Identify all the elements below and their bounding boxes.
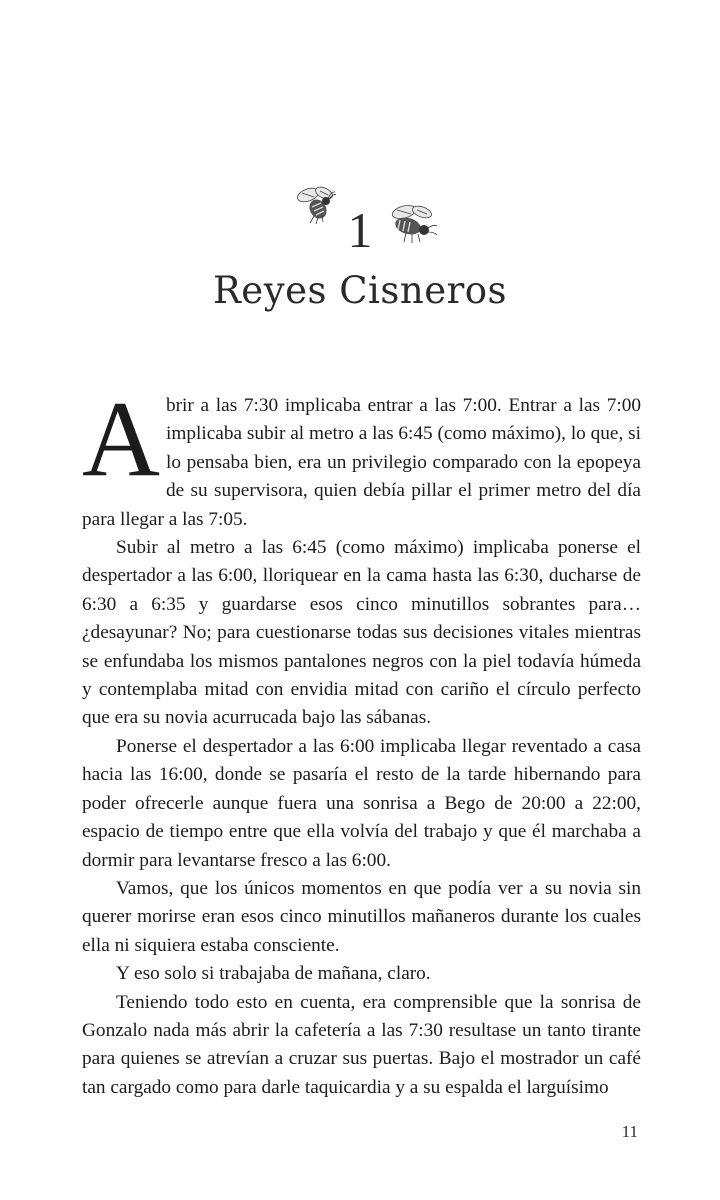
dropcap-letter: A [82, 380, 160, 499]
paragraph [82, 380, 641, 534]
chapter-number: 1 [347, 202, 373, 258]
paragraph: Ponerse el despertador a las 6:00 implicaba llegar reventado a casa hacia las 16:00, donde se pasaría el resto de la tarde hibernando para poder ofrecerle aunque fuera una sonrisa a Bego de 20:00 a 22:00, espacio de tiempo entre que ella volvía del trabajo y que él marchaba a dormir para levantarse fresco a las 6:00. [82, 735, 641, 871]
chapter-title: Reyes Cisneros [212, 269, 508, 312]
paragraph: Subir al metro a las 6:45 (como máximo) implicaba ponerse el despertador a las 6:00, lloriquear en la cama hasta las 6:30, ducharse de 6:30 a 6:35 y guardarse esos cinco minutillos sobrantes para… ¿desayunar? No; para cuestionarse todas sus decisiones vitales mientras se enfundaba los mismos pantalones negros con la piel todavía húmeda y contemplaba mitad con envidia mitad con cariño el círculo perfecto que era su novia acurrucada bajo las sábanas. [82, 537, 641, 729]
paragraph: Y eso solo si trabajaba de mañana, claro. [116, 963, 431, 985]
paragraph-text: brir a las 7:30 implicaba entrar a las 7:00. Entrar a las 7:00 implicaba subir al metro a las 6:45 (como máximo), lo que, si lo pensaba bien, era un privilegio comparado con la epopeya de su supervisora, quien debía pillar el primer metro del día para llegar a las 7:05. [82, 395, 641, 530]
chapter-body [82, 380, 641, 1102]
paragraph: Teniendo todo esto en cuenta, era comprensible que la sonrisa de Gonzalo nada más abrir la cafetería a las 7:30 resultase un tanto tirante para quienes se atrevían a cruzar sus puertas. Bajo el mostrador un café tan cargado como para darle taquicardia y a su espalda el larguísimo [82, 991, 641, 1098]
paragraph: Vamos, que los únicos momentos en que podía ver a su novia sin querer morirse eran esos cinco minutillos mañaneros durante los cuales ella ni siquiera estaba consciente. [82, 877, 641, 956]
page-number: 11 [621, 1122, 638, 1141]
